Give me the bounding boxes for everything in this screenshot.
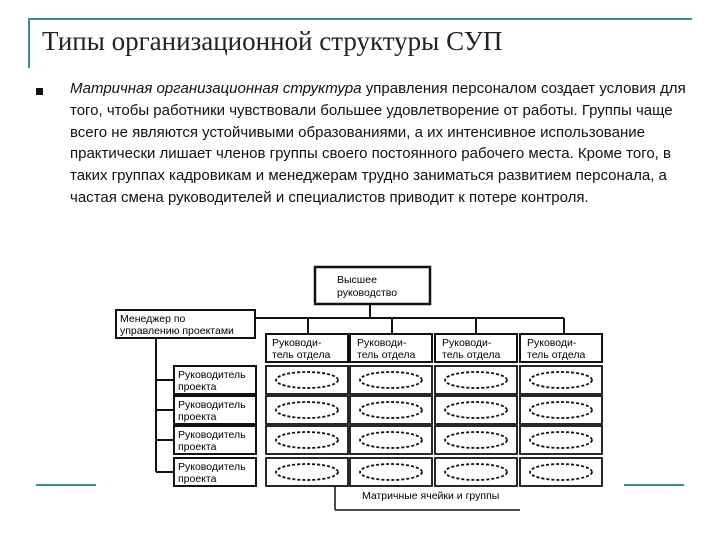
body-italic-term: Матричная организационная структура (70, 80, 362, 97)
dept-head-label-2: тель отдела (442, 349, 501, 361)
project-head-box (174, 366, 256, 394)
project-head-label-1: Руководитель (178, 429, 246, 441)
project-head-label-2: проекта (178, 381, 217, 393)
slide-title: Типы организационной структуры СУП (42, 26, 503, 56)
matrix-cells-legend (335, 486, 520, 510)
dept-head-box (350, 334, 432, 362)
top-management-label-1: Высшее (337, 274, 377, 286)
dept-head-label-2: тель отдела (527, 349, 586, 361)
project-head-label-1: Руководитель (178, 461, 246, 473)
dept-head-label-1: Руководи- (527, 337, 577, 349)
project-head-box (174, 458, 256, 486)
dept-head-label-2: тель отдела (357, 349, 416, 361)
project-head-label-1: Руководитель (178, 399, 246, 411)
matrix-cells (266, 366, 602, 486)
dept-head-box (435, 334, 517, 362)
project-manager-label-1: Менеджер по (120, 313, 186, 325)
project-head-box (174, 426, 256, 454)
dept-head-box (266, 334, 348, 362)
body-text-rest: управления персоналом создает условия для того, чтобы работники чувствовали большее удовлетворение от работы. Группы чаще всего не являются устойчивыми образованиями, а их интенсивное использование практически лишает членов группы своего постоянного рабочего места. Кроме того, в таких группах кадровикам и менеджерам трудно заниматься развитием персонала, а частая смена руководителей и специалистов приводит к потере контроля. (70, 80, 686, 206)
dept-head-label-1: Руководи- (442, 337, 492, 349)
top-management-label-2: руководство (337, 287, 398, 299)
project-head-label-2: проекта (178, 441, 217, 453)
project-head-label-2: проекта (178, 473, 217, 485)
dept-head-label-2: тель отдела (272, 349, 331, 361)
dept-head-label-1: Руководи- (357, 337, 407, 349)
top-management-box (315, 267, 430, 304)
project-manager-box (116, 310, 255, 338)
project-head-box (174, 396, 256, 424)
project-head-label-1: Руководитель (178, 369, 246, 381)
legend-label: Матричные ячейки и группы (362, 490, 500, 502)
project-manager-label-2: управлению проектами (120, 325, 234, 337)
dept-head-label-1: Руководи- (272, 337, 322, 349)
dept-head-box (520, 334, 602, 362)
project-head-label-2: проекта (178, 411, 217, 423)
